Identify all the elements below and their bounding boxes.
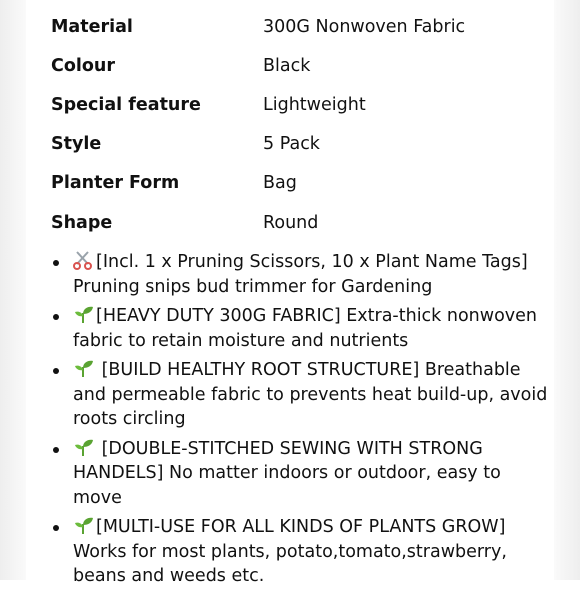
spec-row-shape: [51, 203, 551, 242]
bullet-text: [BUILD HEALTHY ROOT STRUCTURE] Breathable and permeable fabric to prevents heat build-up, avoid roots circling: [73, 360, 548, 429]
seedling-icon: [73, 437, 95, 457]
bullet-text: [DOUBLE-STITCHED SEWING WITH STRONG HANDELS] No matter indoors or outdoor, easy to move: [73, 438, 501, 508]
spec-value: Lightweight: [263, 94, 366, 115]
product-details-panel: [26, 0, 554, 586]
feature-bullet: [51, 358, 551, 432]
spec-label: Shape: [51, 212, 113, 233]
spec-value: 300G Nonwoven Fabric: [263, 16, 466, 37]
spec-label: Style: [51, 134, 102, 155]
spec-row-style: [51, 125, 551, 164]
right-page-margin: [554, 0, 580, 580]
product-spec-table: [51, 7, 551, 242]
spec-value: Bag: [263, 173, 297, 194]
bullet-dot: [53, 314, 59, 320]
spec-value: Black: [263, 55, 311, 76]
bullet-dot: [53, 447, 59, 453]
bullet-dot: [53, 368, 59, 374]
bullet-text: [MULTI-USE FOR ALL KINDS OF PLANTS GROW] Works for most plants, potato,tomato,strawberry, beans and weeds etc.: [73, 517, 507, 586]
feature-bullet: [51, 250, 551, 299]
left-page-margin: [0, 0, 26, 580]
spec-row-colour: [51, 46, 551, 85]
seedling-icon: [73, 358, 95, 378]
feature-bullet: [51, 304, 551, 353]
spec-value: 5 Pack: [263, 134, 320, 155]
spec-value: Round: [263, 212, 319, 233]
seedling-icon: [73, 304, 95, 324]
spec-row-special-feature: [51, 85, 551, 124]
spec-row-material: [51, 7, 551, 46]
feature-bullet: [51, 515, 551, 589]
spec-label: Material: [51, 16, 133, 37]
spec-label: Planter Form: [51, 173, 180, 194]
spec-row-planter-form: [51, 164, 551, 203]
spec-label: Special feature: [51, 94, 201, 115]
scissors-icon: [73, 250, 95, 270]
bullet-dot: [53, 525, 59, 531]
feature-bullet-list: [51, 250, 551, 594]
spec-label: Colour: [51, 55, 115, 76]
bullet-text: [HEAVY DUTY 300G FABRIC] Extra-thick nonwoven fabric to retain moisture and nutrients: [73, 306, 538, 351]
seedling-icon: [73, 515, 95, 535]
bullet-text: [Incl. 1 x Pruning Scissors, 10 x Plant Name Tags] Pruning snips bud trimmer for Gardening: [73, 252, 528, 297]
feature-bullet: [51, 437, 551, 511]
bullet-dot: [53, 260, 59, 266]
